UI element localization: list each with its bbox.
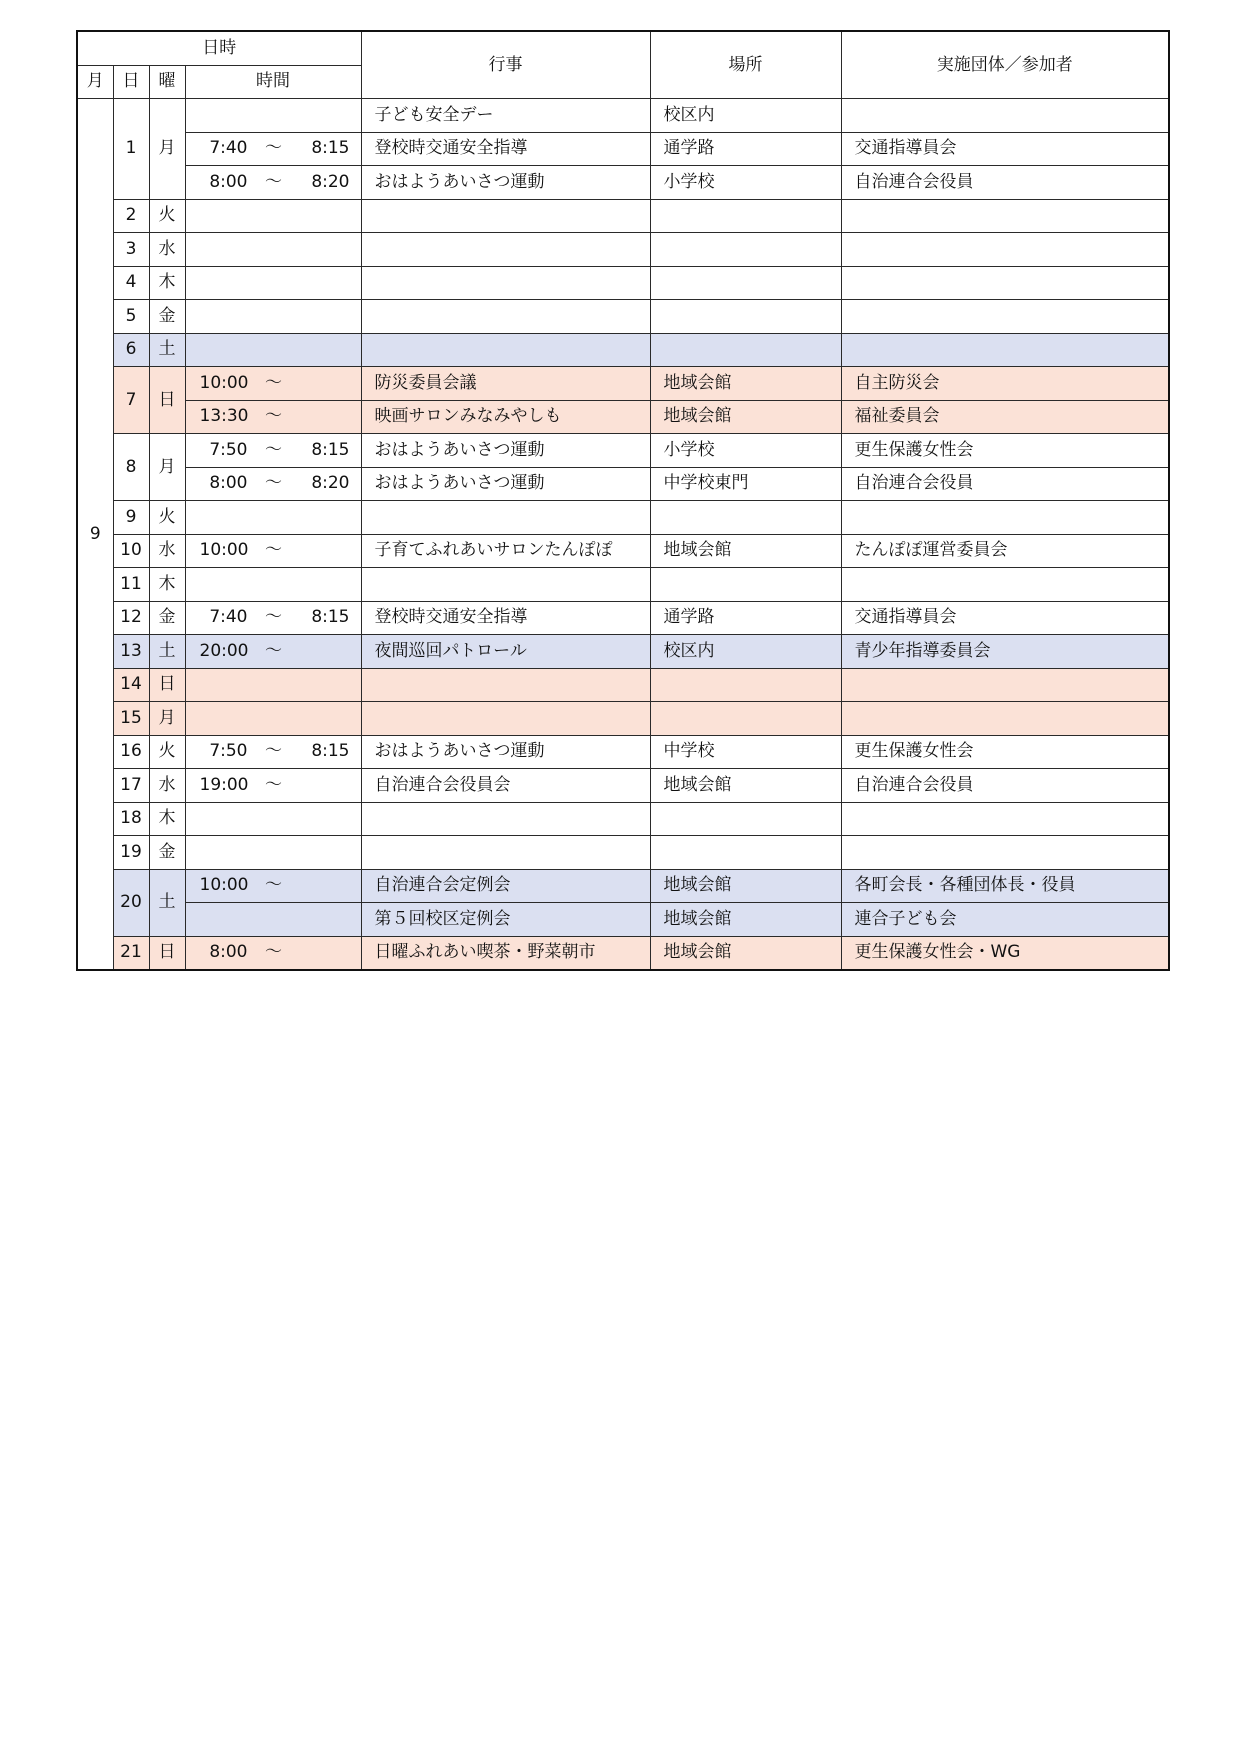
weekday-cell: 火 [149, 199, 185, 233]
event-cell [361, 199, 650, 233]
place-cell: 中学校東門 [650, 467, 841, 501]
place-cell [650, 266, 841, 300]
table-row [77, 635, 1169, 669]
table-row [77, 300, 1169, 334]
table-row [77, 903, 1169, 937]
event-cell: 自治連合会定例会 [361, 869, 650, 903]
place-cell: 通学路 [650, 601, 841, 635]
event-cell: 自治連合会役員会 [361, 769, 650, 803]
time-end: 8:15 [311, 741, 350, 762]
day-cell: 2 [113, 199, 149, 233]
time-start: 13:30 [199, 406, 249, 427]
time-start: 7:50 [209, 439, 248, 460]
time-cell [185, 668, 361, 702]
day-cell: 4 [113, 266, 149, 300]
event-cell [361, 802, 650, 836]
time-start: 8:00 [209, 473, 248, 494]
day-cell: 6 [113, 333, 149, 367]
place-cell: 地域会館 [650, 400, 841, 434]
time-cell [185, 367, 361, 401]
event-cell [361, 702, 650, 736]
time-cell [185, 266, 361, 300]
group-cell: 交通指導員会 [841, 132, 1169, 166]
place-cell [650, 802, 841, 836]
day-cell: 11 [113, 568, 149, 602]
event-cell: 防災委員会議 [361, 367, 650, 401]
time-tilde: ～ [265, 171, 282, 192]
day-cell: 5 [113, 300, 149, 334]
group-cell: 連合子ども会 [841, 903, 1169, 937]
weekday-cell: 月 [149, 702, 185, 736]
time-tilde: ～ [265, 774, 282, 795]
weekday-cell: 木 [149, 802, 185, 836]
place-cell: 小学校 [650, 434, 841, 468]
weekday-cell: 火 [149, 735, 185, 769]
table-row [77, 333, 1169, 367]
group-cell: 青少年指導委員会 [841, 635, 1169, 669]
event-cell [361, 501, 650, 535]
place-cell [650, 300, 841, 334]
time-cell [185, 702, 361, 736]
table-row [77, 434, 1169, 468]
header-place: 場所 [650, 31, 841, 99]
group-cell [841, 233, 1169, 267]
event-cell [361, 568, 650, 602]
month-cell: 9 [77, 99, 113, 971]
place-cell [650, 568, 841, 602]
event-cell: 登校時交通安全指導 [361, 601, 650, 635]
time-start: 10:00 [199, 875, 249, 896]
weekday-cell: 水 [149, 769, 185, 803]
table-row [77, 99, 1169, 133]
header-time: 時間 [185, 65, 361, 99]
day-cell: 17 [113, 769, 149, 803]
time-start: 7:40 [209, 138, 248, 159]
group-cell: 更生保護女性会 [841, 735, 1169, 769]
event-cell [361, 333, 650, 367]
weekday-cell: 水 [149, 534, 185, 568]
day-cell: 12 [113, 601, 149, 635]
place-cell [650, 233, 841, 267]
group-cell: 更生保護女性会・WG [841, 936, 1169, 970]
time-start: 8:00 [209, 171, 248, 192]
day-cell: 20 [113, 869, 149, 936]
weekday-cell: 金 [149, 836, 185, 870]
group-cell [841, 99, 1169, 133]
weekday-cell: 月 [149, 434, 185, 501]
time-start: 7:50 [209, 741, 248, 762]
weekday-cell: 日 [149, 936, 185, 970]
group-cell [841, 266, 1169, 300]
header-day: 日 [113, 65, 149, 99]
weekday-cell: 水 [149, 233, 185, 267]
group-cell: 更生保護女性会 [841, 434, 1169, 468]
time-tilde: ～ [265, 540, 282, 561]
header-weekday: 曜 [149, 65, 185, 99]
time-end: 8:20 [311, 473, 350, 494]
table-row [77, 367, 1169, 401]
time-start: 20:00 [199, 640, 249, 661]
table-row [77, 936, 1169, 970]
time-cell [185, 99, 361, 133]
weekday-cell: 日 [149, 668, 185, 702]
event-cell: おはようあいさつ運動 [361, 467, 650, 501]
time-cell [185, 802, 361, 836]
event-cell [361, 836, 650, 870]
place-cell: 校区内 [650, 635, 841, 669]
group-cell: 福祉委員会 [841, 400, 1169, 434]
place-cell [650, 668, 841, 702]
weekday-cell: 土 [149, 333, 185, 367]
time-cell [185, 635, 361, 669]
group-cell: 自主防災会 [841, 367, 1169, 401]
day-cell: 3 [113, 233, 149, 267]
event-cell: 登校時交通安全指導 [361, 132, 650, 166]
time-start: 8:00 [209, 942, 248, 963]
group-cell [841, 300, 1169, 334]
table-row [77, 702, 1169, 736]
group-cell: たんぽぽ運営委員会 [841, 534, 1169, 568]
group-cell: 自治連合会役員 [841, 467, 1169, 501]
time-tilde: ～ [265, 607, 282, 628]
weekday-cell: 月 [149, 99, 185, 200]
place-cell: 地域会館 [650, 869, 841, 903]
time-tilde: ～ [265, 406, 282, 427]
table-row [77, 836, 1169, 870]
day-cell: 9 [113, 501, 149, 535]
time-start: 19:00 [199, 774, 249, 795]
time-cell [185, 869, 361, 903]
time-tilde: ～ [265, 942, 282, 963]
table-row [77, 501, 1169, 535]
time-cell [185, 735, 361, 769]
place-cell: 地域会館 [650, 367, 841, 401]
table-row [77, 769, 1169, 803]
table-row [77, 735, 1169, 769]
weekday-cell: 木 [149, 266, 185, 300]
time-cell [185, 166, 361, 200]
place-cell [650, 333, 841, 367]
event-cell: おはようあいさつ運動 [361, 735, 650, 769]
table-row [77, 199, 1169, 233]
place-cell: 通学路 [650, 132, 841, 166]
table-row [77, 668, 1169, 702]
time-tilde: ～ [265, 741, 282, 762]
event-cell: 子ども安全デー [361, 99, 650, 133]
day-cell: 21 [113, 936, 149, 970]
day-cell: 19 [113, 836, 149, 870]
day-cell: 7 [113, 367, 149, 434]
time-start: 7:40 [209, 607, 248, 628]
table-row [77, 233, 1169, 267]
header-datetime: 日時 [77, 31, 361, 65]
weekday-cell: 金 [149, 601, 185, 635]
time-end: 8:15 [311, 607, 350, 628]
group-cell [841, 702, 1169, 736]
place-cell [650, 501, 841, 535]
event-cell: 日曜ふれあい喫茶・野菜朝市 [361, 936, 650, 970]
place-cell: 地域会館 [650, 936, 841, 970]
table-row [77, 802, 1169, 836]
place-cell [650, 836, 841, 870]
table-row [77, 568, 1169, 602]
time-cell [185, 601, 361, 635]
place-cell: 地域会館 [650, 903, 841, 937]
day-cell: 1 [113, 99, 149, 200]
weekday-cell: 火 [149, 501, 185, 535]
weekday-cell: 金 [149, 300, 185, 334]
time-cell [185, 467, 361, 501]
time-cell [185, 434, 361, 468]
table-row [77, 132, 1169, 166]
day-cell: 8 [113, 434, 149, 501]
time-end: 8:20 [311, 171, 350, 192]
time-cell [185, 300, 361, 334]
group-cell [841, 568, 1169, 602]
day-cell: 15 [113, 702, 149, 736]
group-cell: 自治連合会役員 [841, 769, 1169, 803]
event-cell: 第５回校区定例会 [361, 903, 650, 937]
day-cell: 10 [113, 534, 149, 568]
group-cell: 交通指導員会 [841, 601, 1169, 635]
event-cell [361, 266, 650, 300]
schedule-table [76, 30, 1170, 971]
time-start: 10:00 [199, 540, 249, 561]
place-cell [650, 199, 841, 233]
time-cell [185, 836, 361, 870]
group-cell [841, 668, 1169, 702]
weekday-cell: 土 [149, 869, 185, 936]
time-tilde: ～ [265, 640, 282, 661]
group-cell [841, 802, 1169, 836]
place-cell: 地域会館 [650, 769, 841, 803]
time-tilde: ～ [265, 138, 282, 159]
event-cell: おはようあいさつ運動 [361, 434, 650, 468]
place-cell: 校区内 [650, 99, 841, 133]
time-cell [185, 903, 361, 937]
group-cell [841, 199, 1169, 233]
place-cell: 中学校 [650, 735, 841, 769]
time-cell [185, 501, 361, 535]
event-cell: おはようあいさつ運動 [361, 166, 650, 200]
table-body [77, 99, 1169, 971]
event-cell [361, 233, 650, 267]
time-cell [185, 199, 361, 233]
group-cell [841, 501, 1169, 535]
time-cell [185, 936, 361, 970]
table-row [77, 467, 1169, 501]
time-tilde: ～ [265, 473, 282, 494]
weekday-cell: 日 [149, 367, 185, 434]
time-cell [185, 333, 361, 367]
time-cell [185, 233, 361, 267]
time-start: 10:00 [199, 372, 249, 393]
header-group: 実施団体／参加者 [841, 31, 1169, 99]
time-cell [185, 568, 361, 602]
table-row [77, 534, 1169, 568]
time-cell [185, 400, 361, 434]
table-header [77, 31, 1169, 99]
place-cell: 小学校 [650, 166, 841, 200]
event-cell: 子育てふれあいサロンたんぽぽ [361, 534, 650, 568]
event-cell: 映画サロンみなみやしも [361, 400, 650, 434]
group-cell [841, 333, 1169, 367]
day-cell: 18 [113, 802, 149, 836]
weekday-cell: 木 [149, 568, 185, 602]
table-row [77, 166, 1169, 200]
time-cell [185, 132, 361, 166]
place-cell [650, 702, 841, 736]
place-cell: 地域会館 [650, 534, 841, 568]
header-month: 月 [77, 65, 113, 99]
table-row [77, 400, 1169, 434]
day-cell: 13 [113, 635, 149, 669]
weekday-cell: 土 [149, 635, 185, 669]
time-tilde: ～ [265, 875, 282, 896]
event-cell [361, 668, 650, 702]
time-tilde: ～ [265, 439, 282, 460]
event-cell [361, 300, 650, 334]
group-cell: 各町会長・各種団体長・役員 [841, 869, 1169, 903]
time-tilde: ～ [265, 372, 282, 393]
table-row [77, 266, 1169, 300]
time-cell [185, 769, 361, 803]
header-event: 行事 [361, 31, 650, 99]
event-cell: 夜間巡回パトロール [361, 635, 650, 669]
day-cell: 16 [113, 735, 149, 769]
table-row [77, 869, 1169, 903]
table-row [77, 601, 1169, 635]
group-cell: 自治連合会役員 [841, 166, 1169, 200]
day-cell: 14 [113, 668, 149, 702]
time-end: 8:15 [311, 138, 350, 159]
time-end: 8:15 [311, 439, 350, 460]
group-cell [841, 836, 1169, 870]
time-cell [185, 534, 361, 568]
